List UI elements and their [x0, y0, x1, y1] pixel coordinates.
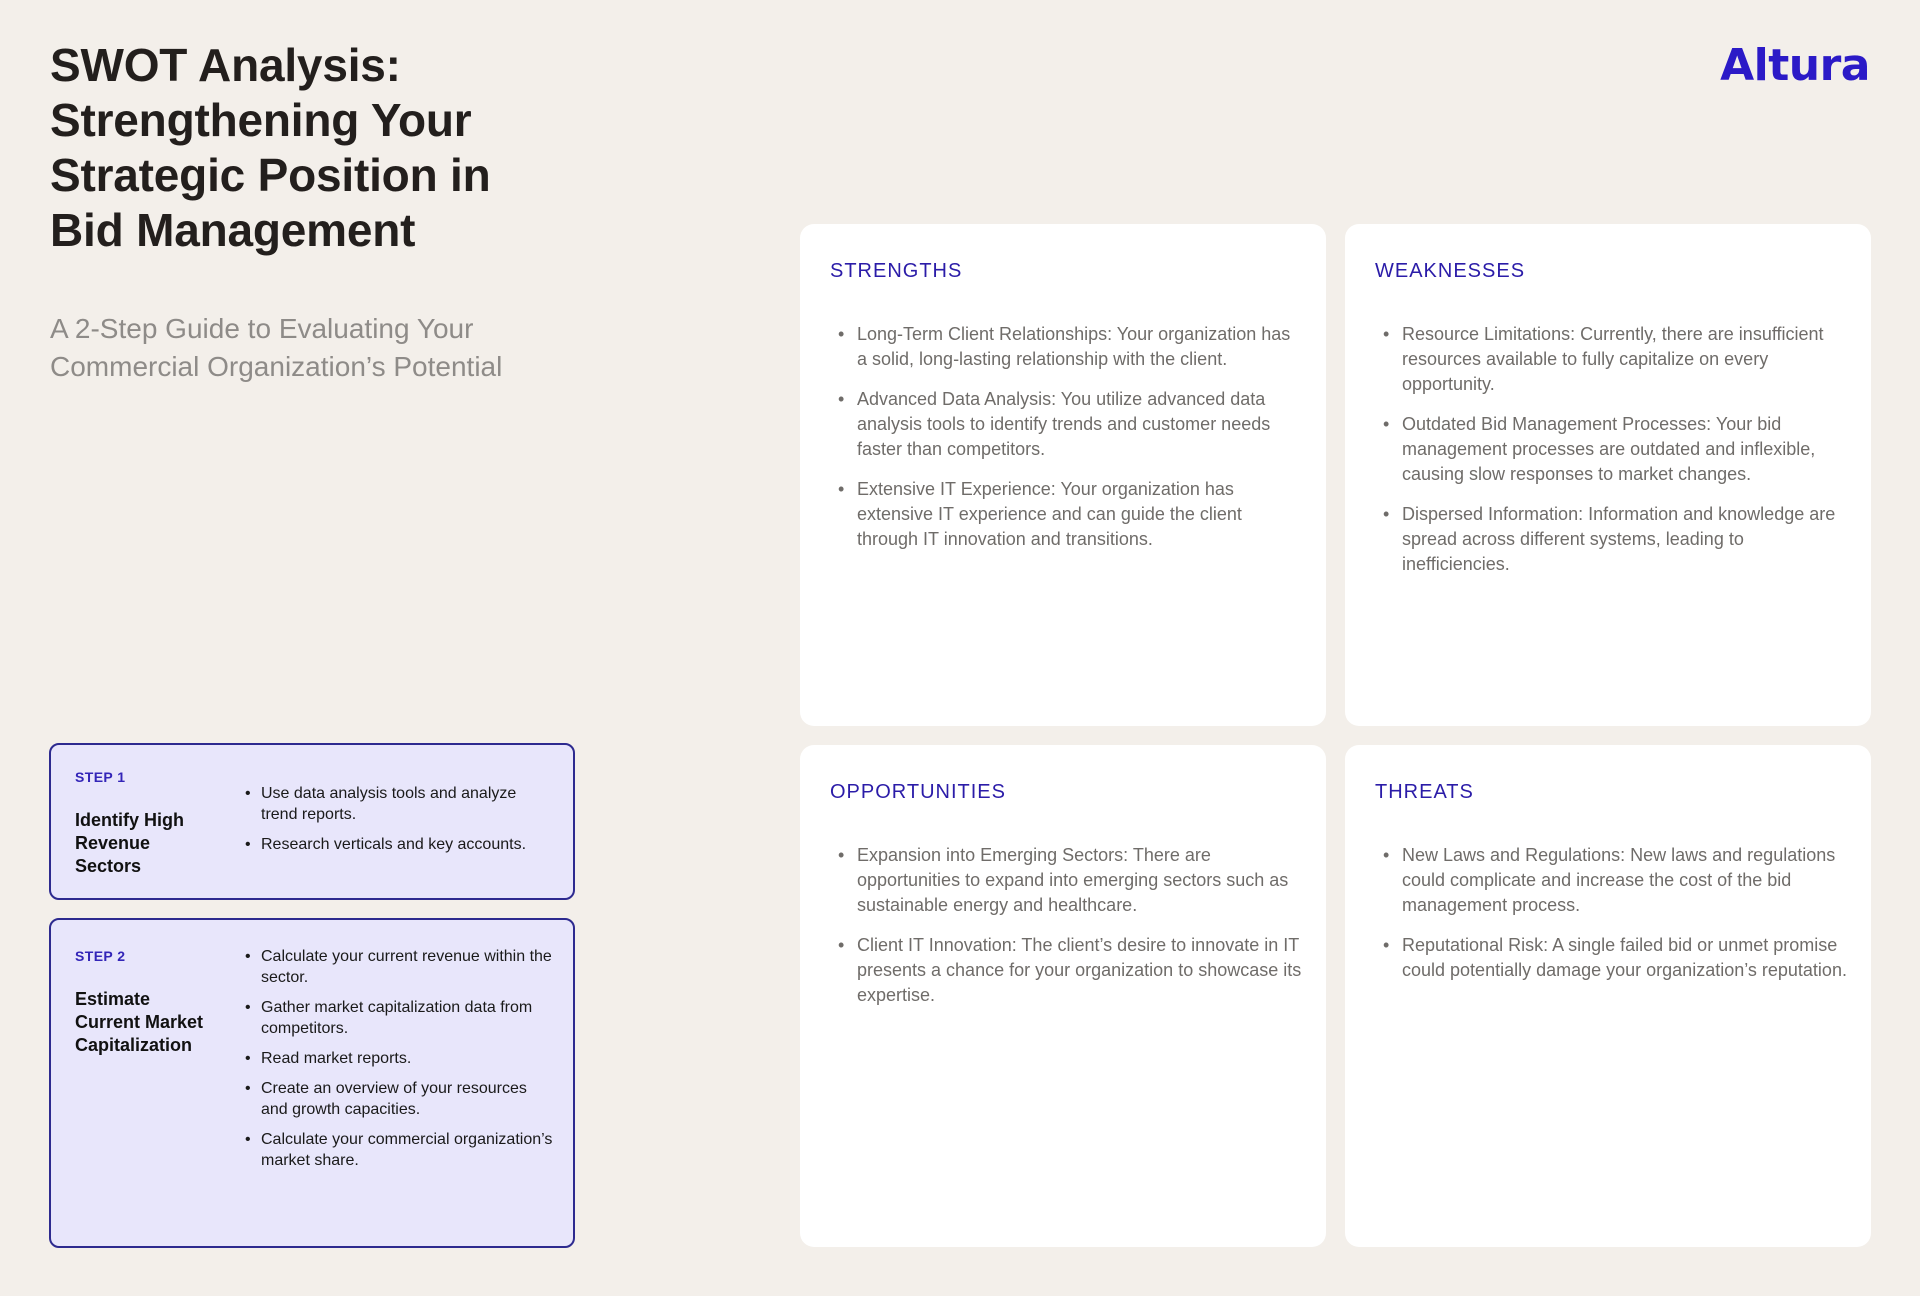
list-item: • Outdated Bid Management Processes: Your bid management processes are outdated and inflexible, causing slow responses to market changes.	[1375, 412, 1849, 487]
step-heading: Identify High Revenue Sectors	[75, 810, 184, 876]
card-title: WEAKNESSES	[1375, 260, 1526, 282]
step-2-box	[49, 918, 575, 1248]
page-subtitle: A 2-Step Guide to Evaluating Your Commercial Organization’s Potential	[50, 313, 503, 382]
list-item: • Gather market capitalization data from competitors.	[243, 997, 553, 1039]
weaknesses-card	[1345, 224, 1871, 726]
list-item: • Calculate your commercial organization’s market share.	[243, 1129, 553, 1171]
step-list	[243, 946, 553, 1180]
list-item: • Research verticals and key accounts.	[243, 834, 553, 855]
list-item: • Dispersed Information: Information and knowledge are spread across different systems, leading to inefficiencies.	[1375, 502, 1849, 577]
step-label: STEP 2	[75, 948, 126, 964]
list-item: • New Laws and Regulations: New laws and regulations could complicate and increase the cost of the bid management process.	[1375, 843, 1849, 918]
card-list	[830, 322, 1304, 567]
page-title: SWOT Analysis: Strengthening Your Strategic Position in Bid Management	[50, 39, 491, 256]
list-item: • Expansion into Emerging Sectors: There are opportunities to expand into emerging sectors such as sustainable energy and healthcare.	[830, 843, 1304, 918]
card-title: STRENGTHS	[830, 260, 963, 282]
list-item: • Long-Term Client Relationships: Your organization has a solid, long-lasting relationship with the client.	[830, 322, 1304, 372]
step-1-box	[49, 743, 575, 900]
card-list	[1375, 843, 1849, 998]
step-label: STEP 1	[75, 769, 126, 785]
strengths-card	[800, 224, 1326, 726]
altura-logo: Altura	[1720, 40, 1870, 91]
step-heading: Estimate Current Market Capitalization	[75, 989, 204, 1055]
threats-card	[1345, 745, 1871, 1247]
card-title: THREATS	[1375, 781, 1474, 803]
opportunities-card	[800, 745, 1326, 1247]
list-item: • Client IT Innovation: The client’s desire to innovate in IT presents a chance for your organization to showcase its expertise.	[830, 933, 1304, 1008]
list-item: • Calculate your current revenue within the sector.	[243, 946, 553, 988]
list-item: • Read market reports.	[243, 1048, 553, 1069]
list-item: • Resource Limitations: Currently, there are insufficient resources available to fully capitalize on every opportunity.	[1375, 322, 1849, 397]
card-list	[1375, 322, 1849, 592]
list-item: • Create an overview of your resources and growth capacities.	[243, 1078, 553, 1120]
list-item: • Use data analysis tools and analyze trend reports.	[243, 783, 553, 825]
list-item: • Extensive IT Experience: Your organization has extensive IT experience and can guide the client through IT innovation and transitions.	[830, 477, 1304, 552]
step-list	[243, 783, 553, 864]
list-item: • Reputational Risk: A single failed bid or unmet promise could potentially damage your organization’s reputation.	[1375, 933, 1849, 983]
list-item: • Advanced Data Analysis: You utilize advanced data analysis tools to identify trends and customer needs faster than competitors.	[830, 387, 1304, 462]
card-title: OPPORTUNITIES	[830, 781, 1006, 803]
card-list	[830, 843, 1304, 1023]
